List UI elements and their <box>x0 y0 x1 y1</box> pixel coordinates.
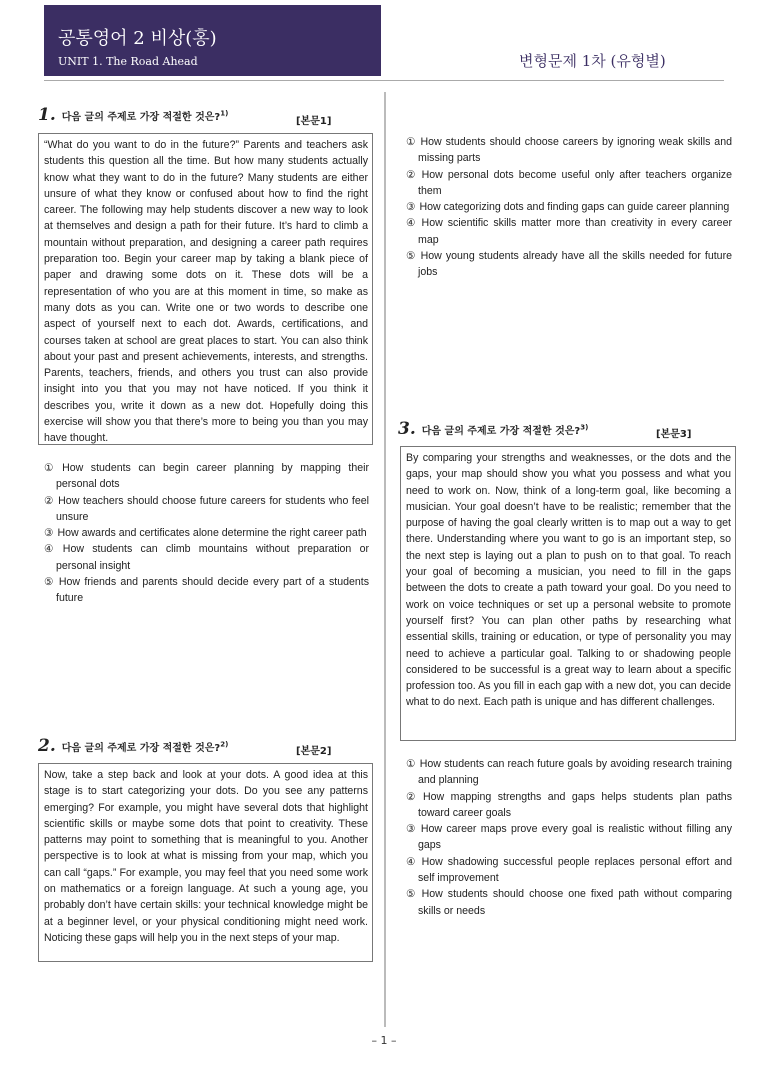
option-text: How friends and parents should decide every part of a students future <box>56 576 369 605</box>
option-text: How students can begin career planning by mapping their personal dots <box>56 462 369 491</box>
passage-reference: [본문2] <box>296 746 332 757</box>
option-mark: ② <box>406 168 418 181</box>
textbook-title: 공통영어 2 비상(홍) <box>58 28 217 49</box>
passage-reference: [본문3] <box>656 429 692 440</box>
question-number: 1. <box>38 105 56 125</box>
header-rule <box>44 80 724 81</box>
option-text: How students should choose careers by ignoring weak skills and missing parts <box>418 136 732 165</box>
option-5[interactable] <box>406 886 732 919</box>
option-5[interactable] <box>44 574 369 607</box>
question-2-options <box>406 134 732 281</box>
option-mark: ① <box>44 462 59 474</box>
option-mark: ③ <box>406 823 417 836</box>
option-text: How teachers should choose future careers for students who feel unsure <box>56 494 370 523</box>
option-mark: ② <box>406 790 420 803</box>
option-mark: ⑤ <box>406 888 418 901</box>
option-text: How students should choose one fixed path without comparing skills or needs <box>418 888 732 917</box>
footnote-marker: 1) <box>220 109 229 118</box>
column-divider <box>384 92 386 1027</box>
question-number: 3. <box>398 419 416 439</box>
unit-title: UNIT 1. The Road Ahead <box>58 55 198 68</box>
option-2[interactable] <box>44 493 369 526</box>
option-3[interactable] <box>406 199 732 215</box>
option-text: How students can reach future goals by avoiding research training and planning <box>418 758 732 787</box>
question-1-options <box>44 460 369 607</box>
passage-reference: [본문1] <box>296 116 332 127</box>
option-text: How personal dots become useful only after teachers organize them <box>418 168 732 197</box>
question-3-passage: By comparing your strengths and weaknesses, or the dots and the gaps, your map should show you what you possess and what you need to work on. Now, think of a long-term goal, like becoming a musician. Your goal doesn’t have to be realistic; remember that the purpose of having the goal clearly written is to map out a way to get there. Understanding where you want to go is an important step, so the next step is laying out a plan to push on to that goal. To reach your goal of becoming a musician, you need to fill in the gaps between the dots to create a path toward your goal. Do you need to work on voice techniques or set up a personal website to promote yourself first? You can plan other paths by researching what essential skills, training or education, or type of personality you may need to achieve a particular goal. Talking to or shadowing people considered to be successful is a great way to learn about a specific profession too. As you fill in each gap with a new dot, you can decide what to do next. Each path is unique and has different challenges. <box>400 446 736 741</box>
option-3[interactable] <box>44 525 369 541</box>
option-mark: ④ <box>406 217 418 230</box>
option-2[interactable] <box>406 167 732 200</box>
option-5[interactable] <box>406 248 732 281</box>
option-text: How mapping strengths and gaps helps students plan paths toward career goals <box>418 790 733 819</box>
question-1-passage: “What do you want to do in the future?” Parents and teachers ask students this question all the time. But how many students actually know what they want to do in the future? Many students are either unsure of what they know or confused about how to find the right career. The following may help students discover a new way to look at themselves and design a path for their future. It’s hard to climb a mountain without preparation, and designing a career path requires preparation too. Begin your career map by taking a blank piece of paper and drawing some dots on it. These dots will be a representation of who you are at this moment in time, so make as many dots as you can. Write one or two words to describe one aspect of yourself next to each dot. Awards, certifications, and courses taken at school are great places to start. You can also think about your past and present achievements, interests, and strengths. Parents, teachers, friends, and others you trust can also provide insight into you that you may not have noticed. If you think it describes you, write it down as a new dot. Hopefully doing this exercise will show you that there’s more to being you than you may have thought. <box>38 133 373 445</box>
question-1-heading <box>38 105 228 125</box>
option-mark: ④ <box>406 855 418 868</box>
option-3[interactable] <box>406 821 732 854</box>
option-mark: ⑤ <box>44 576 55 589</box>
page-number: – 1 – <box>371 1034 397 1047</box>
option-text: How students can climb mountains without preparation or personal insight <box>56 543 369 572</box>
question-3-heading <box>398 419 588 439</box>
option-text: How scientific skills matter more than creativity in every career map <box>418 217 732 246</box>
option-1[interactable] <box>44 460 369 493</box>
option-4[interactable] <box>406 854 732 887</box>
option-mark: ⑤ <box>406 250 417 263</box>
question-prompt: 다음 글의 주제로 가장 적절한 것은? <box>61 743 221 754</box>
option-mark: ① <box>406 758 416 770</box>
header-banner <box>44 5 381 76</box>
option-text: How awards and certificates alone determine the right career path <box>57 527 367 540</box>
option-2[interactable] <box>406 789 732 822</box>
option-1[interactable] <box>406 134 732 167</box>
option-text: How young students already have all the skills needed for future jobs <box>418 250 732 279</box>
option-4[interactable] <box>44 541 369 574</box>
footnote-marker: 2) <box>220 740 229 749</box>
option-text: How categorizing dots and finding gaps can guide career planning <box>419 201 730 214</box>
worksheet-title: 변형문제 1차 (유형별) <box>519 52 666 70</box>
question-2-passage: Now, take a step back and look at your dots. A good idea at this stage is to start categorizing your dots. Do you see any patterns emerging? For example, you might have several dots that highlight scientific skills or maybe some dots that point to creativity. These patterns may point to something that is meaningful to you. Another perspective is to look at what is missing from your map, which you can call “gaps.” For example, you may feel that you need some work on mathematics or a foreign language. At such a young age, you probably don’t have certain skills: your technical knowledge might be at a beginner level, or your physical conditioning might need work. Noticing these gaps will help you in the next steps of your map. <box>38 763 373 962</box>
option-text: How career maps prove every goal is realistic without filling any gaps <box>418 823 732 852</box>
question-prompt: 다음 글의 주제로 가장 적절한 것은? <box>421 426 581 437</box>
option-4[interactable] <box>406 215 732 248</box>
option-text: How shadowing successful people replaces personal effort and self improvement <box>418 855 732 885</box>
option-mark: ② <box>44 494 55 507</box>
question-prompt: 다음 글의 주제로 가장 적절한 것은? <box>61 112 221 123</box>
option-mark: ③ <box>406 201 416 214</box>
option-1[interactable] <box>406 756 732 789</box>
footnote-marker: 3) <box>580 423 589 432</box>
question-number: 2. <box>38 736 56 756</box>
option-mark: ③ <box>44 527 54 540</box>
question-2-heading <box>38 736 228 756</box>
option-mark: ① <box>406 136 417 148</box>
option-mark: ④ <box>44 543 59 556</box>
question-3-options <box>406 756 732 919</box>
